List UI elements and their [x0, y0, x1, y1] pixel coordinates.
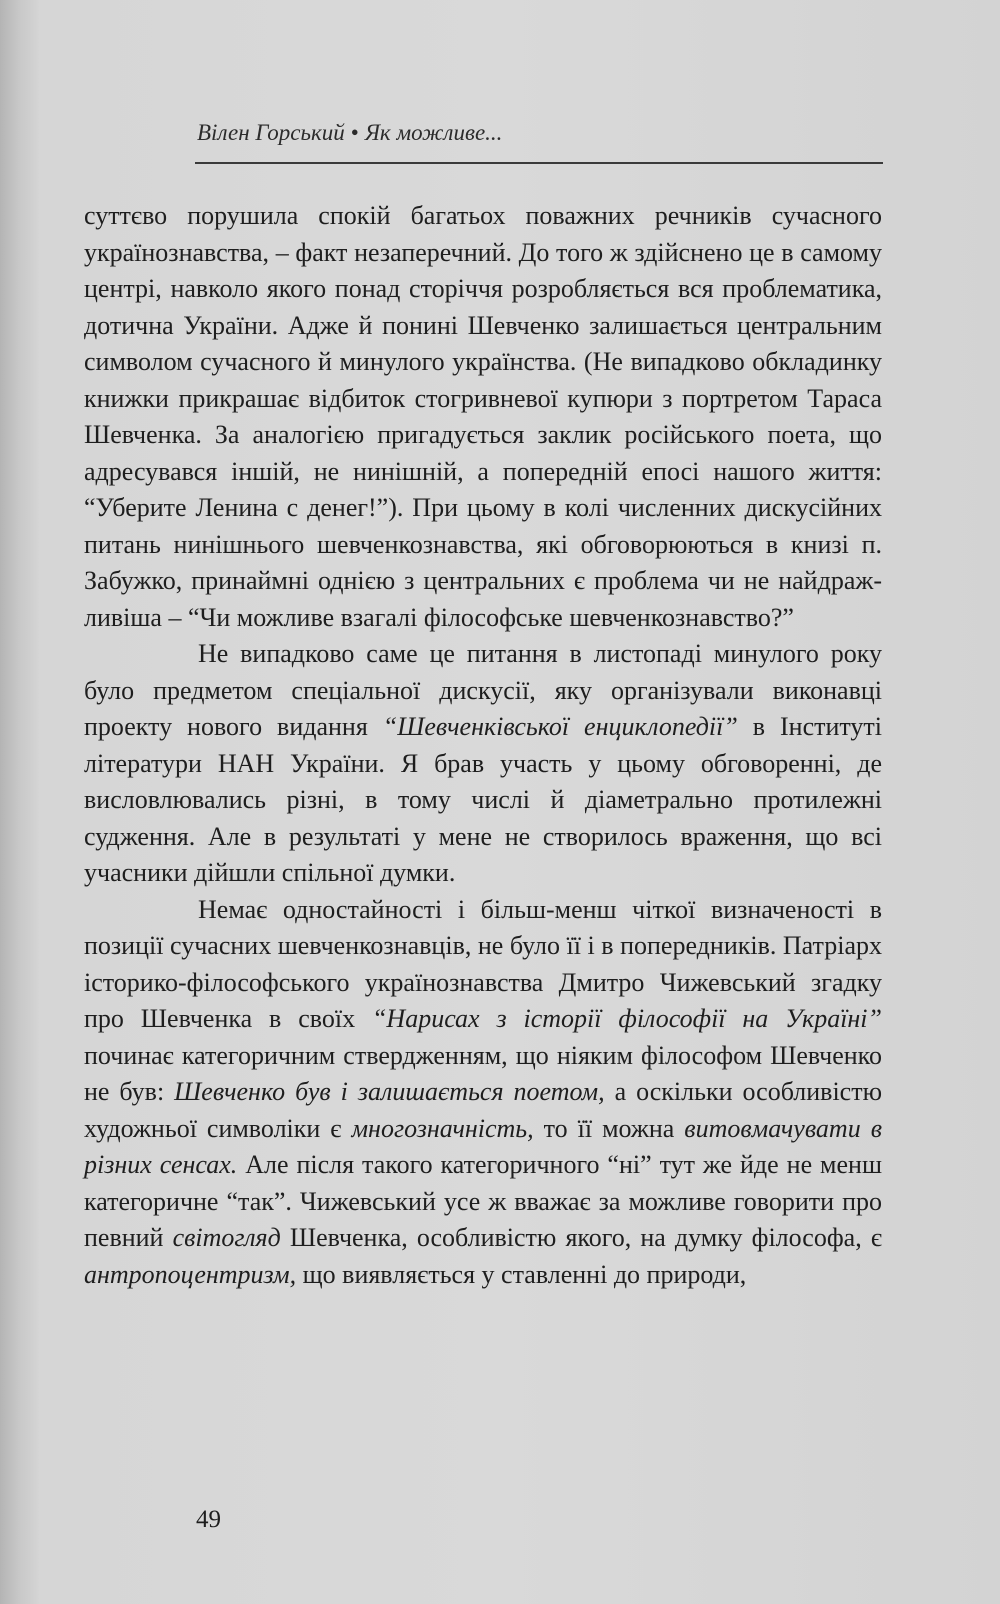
header-separator: • — [350, 120, 359, 145]
italic-run: Шевченко був і залишається поетом, — [174, 1077, 605, 1106]
text-run: суттєво порушила спокій багатьох поважних речників сучасного українознавства, – факт незаперечний. До того ж здійснено це в самому центрі, навколо якого понад сторіччя розробляється вся проблематика, дотична України. Адже й понині Шевченко залишається центральним символом сучасного й минулого українства. (Не випадково обкладинку книжки прикрашає відбиток стогривневої купюри з портретом Тараса Шевченка. За аналогією пригадується заклик російського поета, що адресувався іншій, не нинішній, а попередній епосі нашого життя: “Уберите Ленина с денег!”). При цьому в колі численних дискусійних питань нинішнього шевченкознавства, які обговорюються в книзі п. Забужко, принаймні однією з центральних є проблема чи не найдражливіша – “Чи можливе взагалі філософське шевченкознавство?” — [84, 201, 882, 632]
italic-run: світогляд — [172, 1223, 281, 1252]
text-run: починає категоричним ствердженням, що ніяким філософом Шевченко не був: — [84, 1040, 882, 1106]
header-title: Як можливе... — [364, 120, 503, 145]
paragraph — [84, 892, 882, 1294]
paragraph — [84, 198, 882, 636]
italic-run: антропоцентризм, — [84, 1259, 297, 1289]
text-run: Шевченка, особливістю якого, на думку філософа, є — [280, 1223, 882, 1252]
text-run: що виявляється у ставленні до природи, — [296, 1259, 747, 1289]
text-run: то її можна — [533, 1113, 685, 1143]
text-run: а оскільки особливістю художньої символіки є — [84, 1077, 883, 1143]
italic-run: “Шевченківської енциклопедії” — [382, 712, 738, 741]
text-run: Не випадково саме це питання в листопаді минулого року було предметом спеціальної дискусії, яку організували виконавці проекту нового видання — [84, 639, 882, 741]
italic-run: витовмачувати в різних сенсах. — [84, 1113, 882, 1179]
paragraph — [84, 636, 882, 892]
text-run: Немає одностайності і більш-менш чіткої визначеності в позиції сучасних шевченкознавців, не було її і в попередників. Патріарх історико-філософського українознавства Дмитро Чижевський згадку про Шевченка в своїх — [84, 894, 882, 1033]
body-text — [84, 198, 882, 1293]
running-header — [197, 120, 877, 156]
italic-run: многозначність, — [351, 1113, 534, 1143]
header-author: Вілен Горський — [197, 120, 345, 145]
header-rule — [195, 162, 883, 164]
italic-run: “Нарисах з історії філософії на Україні” — [371, 1004, 882, 1033]
text-run: в Інституті літератури НАН України. Я брав участь у цьому обговоренні, де висловлювались різні, в тому числі й діаметрально протилежні судження. Але в результаті у мене не створилось враження, що всі учасники дійшли спільної думки. — [84, 712, 882, 887]
text-run: Але після такого категоричного “ні” тут же йде не менш категоричне “так”. Чижевський усе ж вважає за можливе говорити про певний — [84, 1150, 882, 1252]
page-number: 49 — [196, 1506, 221, 1533]
